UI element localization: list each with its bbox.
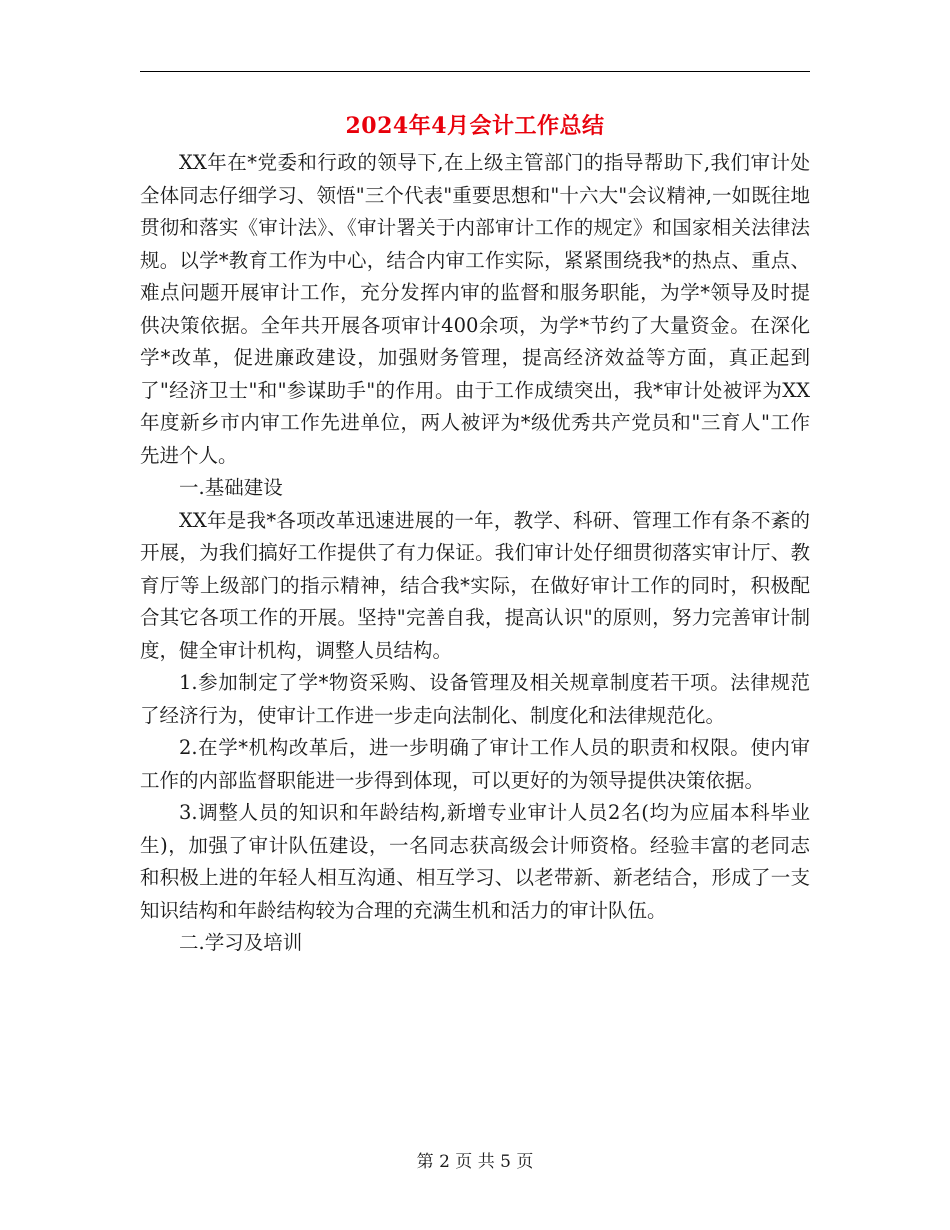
section-heading-1: 一.基础建设 <box>179 476 283 499</box>
header-rule <box>140 71 810 72</box>
document-body <box>140 147 810 960</box>
paragraph-intro: XX年在*党委和行政的领导下,在上级主管部门的指导帮助下,我们审计处全体同志仔细学习、领悟"三个代表"重要思想和"十六大"会议精神,一如既往地贯彻和落实《审计法》、《审计署关于内部审计工作的规定》和国家相关法律法规。以学*教育工作为中心，结合内审工作实际，紧紧围绕我*的热点、重点、难点问题开展审计工作，充分发挥内审的监督和服务职能，为学*领导及时提供决策依据。全年共开展各项审计400余项，为学*节约了大量资金。在深化学*改革，促进廉政建设，加强财务管理，提高经济效益等方面，真正起到了"经济卫士"和"参谋助手"的作用。由于工作成绩突出，我*审计处被评为XX年度新乡市内审工作先进单位，两人被评为*级优秀共产党员和"三育人"工作先进个人。 <box>140 151 810 467</box>
page-footer: 第 2 页 共 5 页 <box>416 1152 534 1172</box>
document-title: 2024年4月会计工作总结 <box>345 113 605 139</box>
list-item-2: 2.在学*机构改革后，进一步明确了审计工作人员的职责和权限。使内审工作的内部监督职能进一步得到体现，可以更好的为领导提供决策依据。 <box>140 736 810 792</box>
list-item-3: 3.调整人员的知识和年龄结构,新增专业审计人员2名(均为应届本科毕业生)，加强了审计队伍建设，一名同志获高级会计师资格。经验丰富的老同志和积极上进的年轻人相互沟通、相互学习、以老带新、新老结合，形成了一支知识结构和年龄结构较为合理的充满生机和活力的审计队伍。 <box>140 801 810 922</box>
list-item-1: 1.参加制定了学*物资采购、设备管理及相关规章制度若干项。法律规范了经济行为，使审计工作进一步走向法制化、制度化和法律规范化。 <box>140 671 810 727</box>
section-heading-2: 二.学习及培训 <box>179 931 303 954</box>
paragraph-section-1: XX年是我*各项改革迅速进展的一年，教学、科研、管理工作有条不紊的开展，为我们搞好工作提供了有力保证。我们审计处仔细贯彻落实审计厅、教育厅等上级部门的指示精神，结合我*实际，在做好审计工作的同时，积极配合其它各项工作的开展。坚持"完善自我，提高认识"的原则，努力完善审计制度，健全审计机构，调整人员结构。 <box>140 508 810 662</box>
